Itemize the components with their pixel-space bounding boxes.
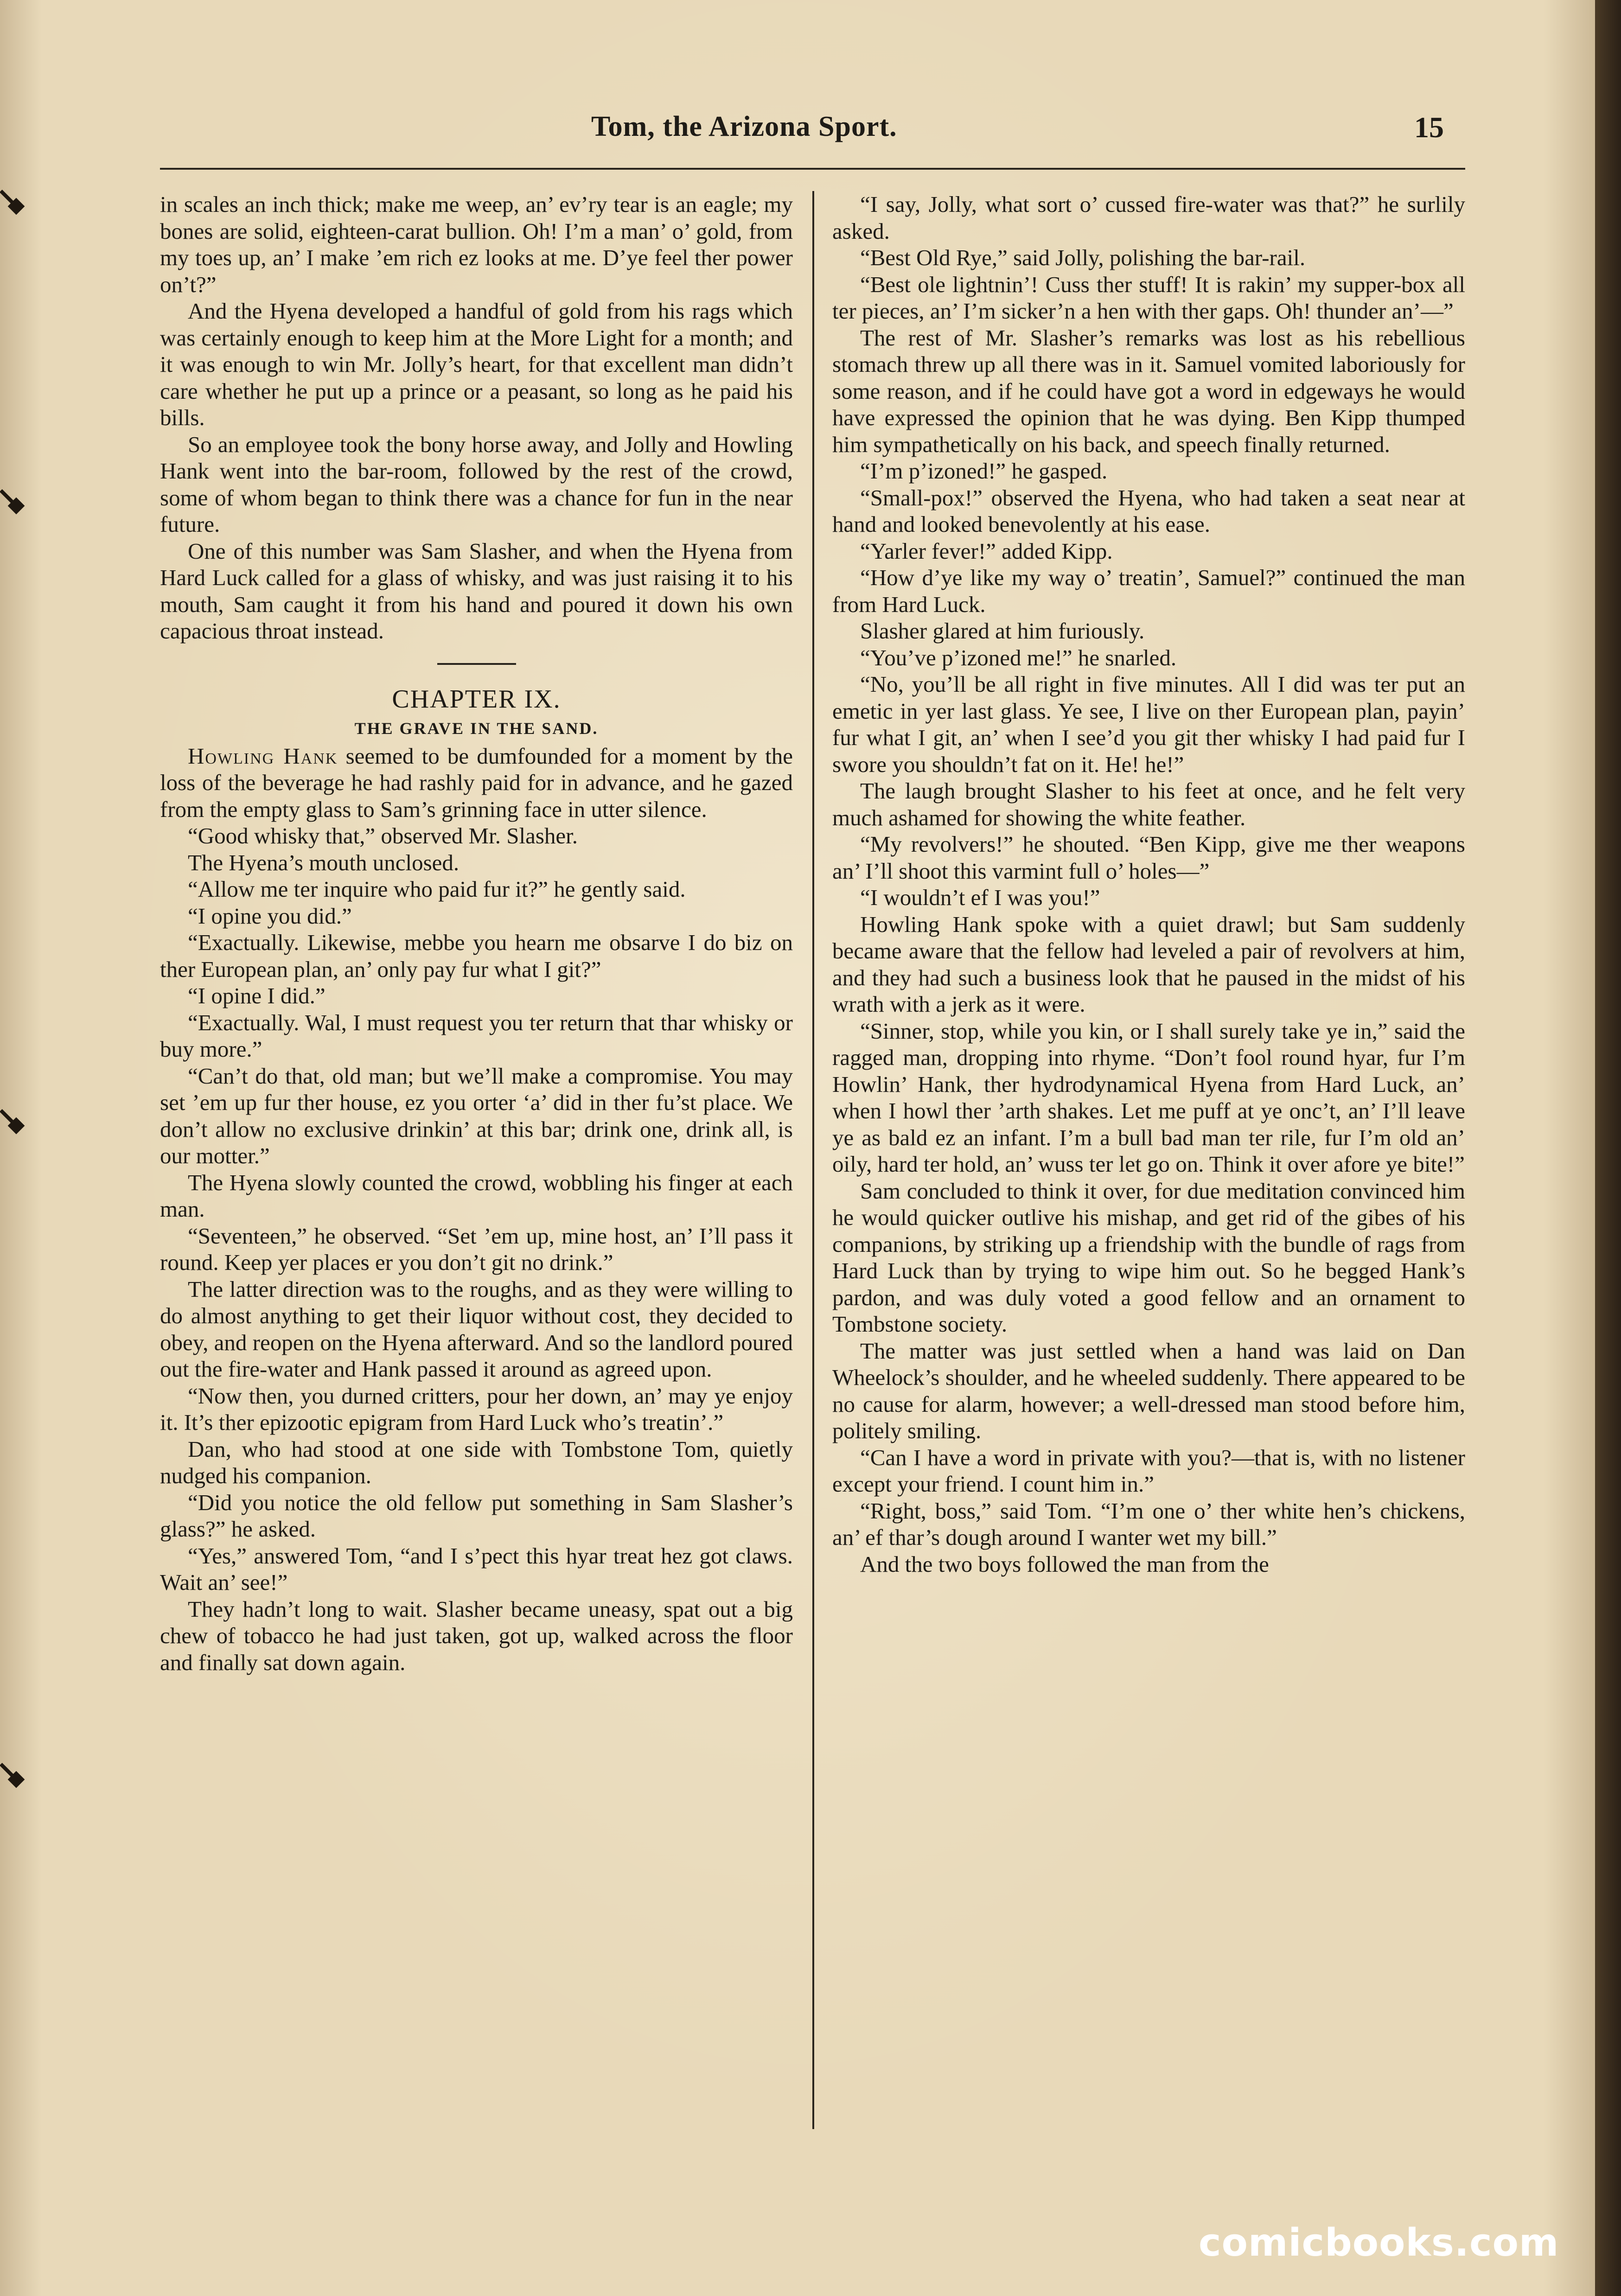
chapter-title: CHAPTER IX.	[392, 684, 561, 714]
paragraph: The laugh brought Slasher to his feet at once, and he felt very much ashamed for showing the white feather.	[832, 778, 1465, 830]
paragraph: “My revolvers!” he shouted. “Ben Kipp, give me ther weapons an’ I’ll shoot this varmint full o’ holes—”	[832, 831, 1465, 884]
paragraph: And the two boys followed the man from the	[860, 1551, 1269, 1577]
page-number: 15	[1414, 111, 1444, 144]
paragraph: “Did you notice the old fellow put something in Sam Slasher’s glass?” he asked.	[160, 1489, 793, 1542]
paragraph: “Allow me ter inquire who paid fur it?” he gently said.	[188, 876, 686, 902]
paragraph: The Hyena slowly counted the crowd, wobbling his finger at each man.	[160, 1169, 793, 1222]
paragraph: “How d’ye like my way o’ treatin’, Samuel?” continued the man from Hard Luck.	[832, 565, 1465, 617]
paragraph: “I say, Jolly, what sort o’ cussed fire-water was that?” he surlily asked.	[832, 191, 1465, 244]
running-header-title: Tom, the Arizona Sport.	[591, 111, 897, 142]
paragraph: “I wouldn’t ef I was you!”	[860, 885, 1100, 910]
paragraph: “Can’t do that, old man; but we’ll make a compromise. You may set ’em up fur ther house, ez you orter ‘a’ did in ther fu’st place. We don’t allow no exclusive drinkin’ at this bar; drink one, drink all, is our motter.”	[160, 1063, 793, 1168]
column-rule	[812, 191, 814, 2129]
paragraph-text: seemed to be dumfounded for a moment by the loss of the beverage he had rashly paid for in advance, and he gazed from the empty glass to Sam’s grinning face in utter silence.	[160, 743, 793, 822]
paragraph: “Now then, you durned critters, pour her down, an’ may ye enjoy it. It’s ther epizootic epigram from Hard Luck who’s treatin’.”	[160, 1383, 793, 1435]
paragraph: “Small-pox!” observed the Hyena, who had taken a seat near at hand and looked benevolently at his ease.	[832, 485, 1465, 537]
paragraph: “Best Old Rye,” said Jolly, polishing the bar-rail.	[860, 245, 1306, 270]
paragraph: “I opine you did.”	[188, 903, 352, 929]
paragraph: “Sinner, stop, while you kin, or I shall surely take ye in,” said the ragged man, dropping into rhyme. “Don’t fool round hyar, fur I’m Howlin’ Hank, ther hydrodynamical Hyena from Hard Luck, an’ when I howl ther ’arth shakes. Let me puff at ye onc’t, an’ I’ll leave ye as bald ez an infant. I’m a bull bad man ter rile, fur I’m old an’ oily, hard ter hold, an’ wuss ter let go on. Think it over afore ye bite!”	[832, 1018, 1465, 1177]
paragraph: “Yarler fever!” added Kipp.	[860, 538, 1113, 564]
paragraph: “I’m p’izoned!” he gasped.	[860, 458, 1108, 484]
paragraph: “Can I have a word in private with you?—that is, with no listener except your friend. I count him in.”	[832, 1444, 1465, 1497]
paragraph: “Best ole lightnin’! Cuss ther stuff! It is rakin’ my supper-box all ter pieces, an’ I’m sicker’n a hen with ther gaps. Oh! thunder an’—”	[832, 271, 1465, 324]
paragraph: The Hyena’s mouth unclosed.	[188, 849, 459, 875]
header-rule	[160, 168, 1465, 170]
paragraph: “Exactually. Wal, I must request you ter return that thar whisky or buy more.”	[160, 1009, 793, 1062]
paragraph: Dan, who had stood at one side with Tombstone Tom, quietly nudged his companion.	[160, 1436, 793, 1488]
binding-thread-mark	[8, 1117, 25, 1135]
paragraph: Slasher glared at him furiously.	[860, 618, 1145, 644]
binding-thread-mark	[8, 497, 25, 515]
paragraph: And the Hyena developed a handful of gold from his rags which was certainly enough to keep him at the More Light for a month; and it was enough to win Mr. Jolly’s heart, for that excellent man didn’t care whether he put up a prince or a peasant, so long as he paid his bills.	[160, 298, 793, 430]
chapter-subtitle: THE GRAVE IN THE SAND.	[354, 719, 599, 738]
paragraph: “Right, boss,” said Tom. “I’m one o’ ther white hen’s chickens, an’ ef thar’s dough around I wanter wet my bill.”	[832, 1498, 1465, 1550]
page-edge-shadow	[1595, 0, 1621, 2296]
right-column	[832, 191, 1465, 1577]
left-column	[160, 191, 793, 1676]
paragraph: Howling Hank spoke with a quiet drawl; but Sam suddenly became aware that the fellow had leveled a pair of revolvers at him, and they had such a business look that he paused in the midst of his wrath with a jerk as it were.	[832, 911, 1465, 1017]
paragraph: “Seventeen,” he observed. “Set ’em up, mine host, an’ I’ll pass it round. Keep yer places er you don’t git no drink.”	[160, 1223, 793, 1275]
paragraph: So an employee took the bony horse away, and Jolly and Howling Hank went into the bar-room, followed by the rest of the crowd, some of whom began to think there was a chance for fun in the near future.	[160, 431, 793, 537]
paragraph: “Exactually. Likewise, mebbe you hearn me obsarve I do biz on ther European plan, an’ only pay fur what I git?”	[160, 930, 793, 982]
paragraph	[160, 743, 793, 823]
paragraph: The matter was just settled when a hand was laid on Dan Wheelock’s shoulder, and he wheeled suddenly. There appeared to be no cause for alarm, however; a well-dressed man stood before him, politely smiling.	[832, 1338, 1465, 1443]
paragraph: One of this number was Sam Slasher, and when the Hyena from Hard Luck called for a glass of whisky, and was just raising it to his mouth, Sam caught it from his hand and poured it down his own capacious throat instead.	[160, 538, 793, 644]
binding-thread-mark	[8, 1771, 25, 1788]
paragraph: “Yes,” answered Tom, “and I s’pect this hyar treat hez got claws. Wait an’ see!”	[160, 1543, 793, 1595]
chapter-separator	[437, 663, 516, 665]
paragraph: Sam concluded to think it over, for due meditation convinced him he would quicker outlive his mishap, and get rid of the gibes of his companions, by striking up a friendship with the bundle of rags from Hard Luck than by trying to wipe him out. So he begged Hank’s pardon, and was duly voted a good fellow and an ornament to Tombstone society.	[832, 1178, 1465, 1337]
paragraph: in scales an inch thick; make me weep, an’ ev’ry tear is an eagle; my bones are solid, eighteen-carat bullion. Oh! I’m a man’ o’ gold, from my toes up, an’ I make ’em rich ez looks at me. D’ye feel ther power on’t?”	[160, 191, 793, 297]
paragraph: “Good whisky that,” observed Mr. Slasher.	[188, 823, 578, 848]
paragraph: “I opine I did.”	[188, 983, 325, 1008]
watermark: comicbooks.com	[1199, 2221, 1559, 2265]
paragraph-lead: Howling Hank	[188, 743, 338, 769]
binding-thread-mark	[8, 198, 25, 215]
paragraph: “No, you’ll be all right in five minutes. All I did was ter put an emetic in yer last glass. Ye see, I live on ther European plan, payin’ fur what I git, an’ when I see’d you git ther whisky I had paid fur I swore you shouldn’t fat on it. He! he!”	[832, 671, 1465, 777]
paragraph: The rest of Mr. Slasher’s remarks was lost as his rebellious stomach threw up all there was in it. Samuel vomited laboriously for some reason, and if he could have got a word in edgeways he would have expressed the opinion that he was dying. Ben Kipp thumped him sympathetically on his back, and speech finally returned.	[832, 325, 1465, 457]
paragraph: They hadn’t long to wait. Slasher became uneasy, spat out a big chew of tobacco he had just taken, got up, walked across the floor and finally sat down again.	[160, 1596, 793, 1675]
paragraph: “You’ve p’izoned me!” he snarled.	[860, 644, 1177, 670]
paragraph: The latter direction was to the roughs, and as they were willing to do almost anything to get their liquor without cost, they decided to obey, and reopen on the Hyena afterward. And so the landlord poured out the fire-water and Hank passed it around as agreed upon.	[160, 1276, 793, 1382]
